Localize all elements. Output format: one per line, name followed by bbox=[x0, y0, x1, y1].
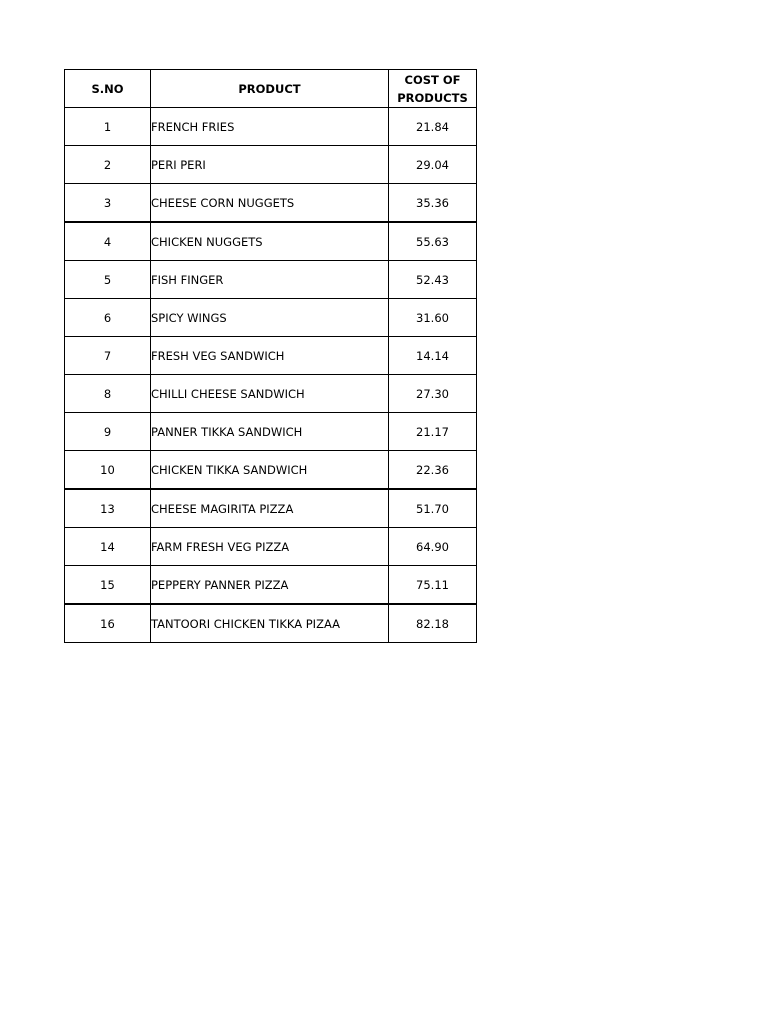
header-row bbox=[65, 70, 477, 108]
row-sno: 9 bbox=[65, 413, 151, 451]
row-product: CHICKEN TIKKA SANDWICH bbox=[151, 451, 389, 490]
row-cost: 52.43 bbox=[389, 261, 477, 299]
table-header bbox=[65, 70, 477, 108]
product-cost-table bbox=[64, 69, 477, 643]
table-row bbox=[65, 566, 477, 605]
row-sno: 8 bbox=[65, 375, 151, 413]
row-sno: 15 bbox=[65, 566, 151, 605]
row-product: FRENCH FRIES bbox=[151, 108, 389, 146]
row-product: PERI PERI bbox=[151, 146, 389, 184]
table-row bbox=[65, 451, 477, 490]
table-row bbox=[65, 375, 477, 413]
row-product: FARM FRESH VEG PIZZA bbox=[151, 528, 389, 566]
table-row bbox=[65, 337, 477, 375]
row-sno: 2 bbox=[65, 146, 151, 184]
row-cost: 21.84 bbox=[389, 108, 477, 146]
row-product: CHEESE CORN NUGGETS bbox=[151, 184, 389, 223]
row-sno: 4 bbox=[65, 222, 151, 261]
row-product: TANTOORI CHICKEN TIKKA PIZAA bbox=[151, 604, 389, 643]
table-row bbox=[65, 108, 477, 146]
row-cost: 82.18 bbox=[389, 604, 477, 643]
row-cost: 22.36 bbox=[389, 451, 477, 490]
row-cost: 14.14 bbox=[389, 337, 477, 375]
table-row bbox=[65, 261, 477, 299]
row-product: CHILLI CHEESE SANDWICH bbox=[151, 375, 389, 413]
row-sno: 13 bbox=[65, 489, 151, 528]
table-row bbox=[65, 146, 477, 184]
row-sno: 7 bbox=[65, 337, 151, 375]
row-sno: 3 bbox=[65, 184, 151, 223]
table-row bbox=[65, 528, 477, 566]
row-cost: 64.90 bbox=[389, 528, 477, 566]
row-cost: 35.36 bbox=[389, 184, 477, 223]
row-cost: 27.30 bbox=[389, 375, 477, 413]
row-cost: 55.63 bbox=[389, 222, 477, 261]
row-sno: 14 bbox=[65, 528, 151, 566]
table-row bbox=[65, 489, 477, 528]
row-product: FISH FINGER bbox=[151, 261, 389, 299]
row-sno: 5 bbox=[65, 261, 151, 299]
row-product: PEPPERY PANNER PIZZA bbox=[151, 566, 389, 605]
row-product: FRESH VEG SANDWICH bbox=[151, 337, 389, 375]
row-product: SPICY WINGS bbox=[151, 299, 389, 337]
row-product: CHICKEN NUGGETS bbox=[151, 222, 389, 261]
table-row bbox=[65, 413, 477, 451]
table-body bbox=[65, 108, 477, 643]
row-product: PANNER TIKKA SANDWICH bbox=[151, 413, 389, 451]
row-sno: 6 bbox=[65, 299, 151, 337]
table-row bbox=[65, 604, 477, 643]
table-row bbox=[65, 222, 477, 261]
row-cost: 29.04 bbox=[389, 146, 477, 184]
row-cost: 31.60 bbox=[389, 299, 477, 337]
row-cost: 51.70 bbox=[389, 489, 477, 528]
header-cost-line2: PRODUCTS bbox=[397, 90, 468, 105]
row-sno: 10 bbox=[65, 451, 151, 490]
row-cost: 75.11 bbox=[389, 566, 477, 605]
row-sno: 1 bbox=[65, 108, 151, 146]
header-cost bbox=[389, 70, 477, 108]
table-row bbox=[65, 184, 477, 223]
header-product: PRODUCT bbox=[151, 70, 389, 108]
row-sno: 16 bbox=[65, 604, 151, 643]
table-row bbox=[65, 299, 477, 337]
header-sno: S.NO bbox=[65, 70, 151, 108]
header-cost-line1: COST OF bbox=[404, 72, 461, 87]
row-cost: 21.17 bbox=[389, 413, 477, 451]
row-product: CHEESE MAGIRITA PIZZA bbox=[151, 489, 389, 528]
